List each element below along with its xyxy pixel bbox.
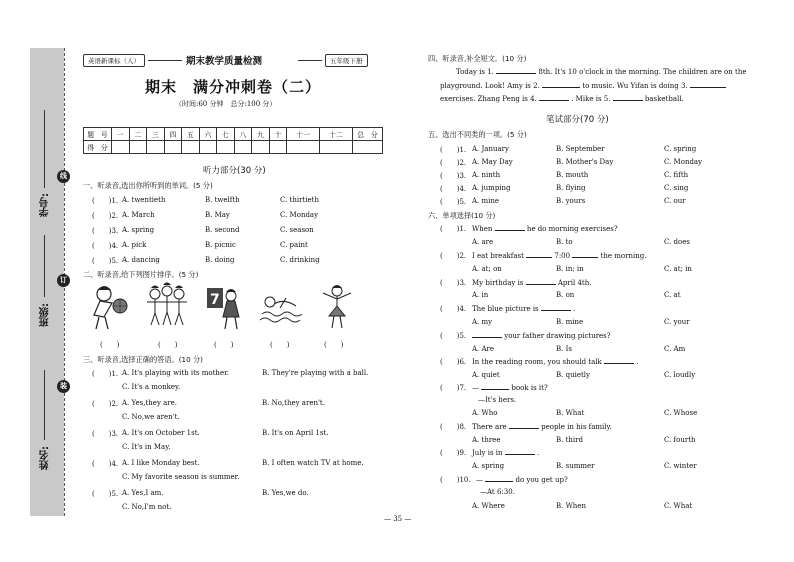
option-b: B. Is bbox=[556, 345, 572, 353]
option-b: B. mine bbox=[556, 318, 584, 326]
option-a: A. spring bbox=[472, 462, 505, 470]
option-a: A. Are bbox=[472, 345, 495, 353]
stem-text: — bbox=[476, 476, 483, 484]
option-b: B. second bbox=[205, 226, 240, 234]
question-number[interactable]: ( )9. bbox=[440, 449, 467, 457]
score-input-cell[interactable] bbox=[129, 141, 147, 154]
option-b: B. What bbox=[556, 409, 585, 417]
binding-hole: 订 bbox=[57, 274, 70, 287]
question-number[interactable]: ( )4. bbox=[440, 185, 467, 193]
option-c: C. drinking bbox=[280, 256, 320, 264]
cloze-text: basketball. bbox=[644, 95, 684, 103]
score-input-cell[interactable] bbox=[252, 141, 270, 154]
stem-text: . bbox=[573, 305, 576, 313]
score-input-cell[interactable] bbox=[287, 141, 320, 154]
question-number[interactable]: ( )3. bbox=[440, 172, 467, 180]
table-cell: 八 bbox=[234, 128, 252, 141]
cloze-text: exercises. Zhang Peng is 4. bbox=[440, 95, 537, 103]
children-exercising-picture bbox=[145, 282, 189, 332]
question-number[interactable]: ( )2. bbox=[92, 212, 119, 220]
option-a: A. Where bbox=[472, 502, 505, 510]
stem-text: your father drawing pictures? bbox=[504, 332, 611, 340]
stem-text: There are bbox=[472, 423, 507, 431]
question-number[interactable]: ( )2. bbox=[92, 400, 119, 408]
option-b: B. mouth bbox=[556, 171, 589, 179]
question-stem bbox=[472, 304, 575, 313]
question-number[interactable]: ( )5. bbox=[440, 198, 467, 206]
section-2-title: 二、听录音,给下列图片排序。(5 分) bbox=[83, 270, 199, 279]
subject-tag: 英语新课标（人） bbox=[83, 54, 145, 67]
question-number[interactable]: ( )3. bbox=[92, 430, 119, 438]
table-cell: 十二 bbox=[320, 128, 353, 141]
question-stem bbox=[476, 475, 568, 484]
written-part-title: 笔试部分(70 分) bbox=[546, 115, 609, 125]
picture-order-bracket[interactable]: ( ) bbox=[324, 341, 344, 349]
table-cell: 十 bbox=[269, 128, 287, 141]
grade-tag: 五年级下册 bbox=[325, 54, 368, 67]
section-4-title: 四、听录音,补全短文。(10 分) bbox=[428, 54, 527, 63]
cloze-text: 8th. It's 10 o'clock in the morning. The children are on the bbox=[538, 68, 747, 76]
option-a: A. May Day bbox=[472, 158, 513, 166]
question-reply: —It's hers. bbox=[478, 396, 517, 404]
question-number[interactable]: ( )4. bbox=[92, 460, 119, 468]
stem-text: the morning. bbox=[600, 252, 647, 260]
option-c: C. your bbox=[664, 318, 690, 326]
option-a: A. Yes,they are. bbox=[122, 399, 178, 407]
stem-text: In the reading room, you should talk bbox=[472, 358, 602, 366]
question-number[interactable]: ( )1. bbox=[92, 197, 119, 205]
stem-text: . bbox=[636, 358, 639, 366]
stem-text: book is it? bbox=[511, 384, 548, 392]
option-c: C. paint bbox=[280, 241, 308, 249]
option-a: A. are bbox=[472, 238, 494, 246]
option-c: C. fourth bbox=[664, 436, 696, 444]
stem-text: The blue picture is bbox=[472, 305, 539, 313]
date-card-picture bbox=[203, 282, 247, 332]
picture-order-bracket[interactable]: ( ) bbox=[158, 341, 178, 349]
option-c: C. at bbox=[664, 291, 681, 299]
option-a: A. my bbox=[472, 318, 493, 326]
cloze-text: . Mike is 5. bbox=[571, 95, 611, 103]
stem-text: people in his family. bbox=[541, 423, 612, 431]
score-input-cell[interactable] bbox=[199, 141, 217, 154]
blank-1[interactable] bbox=[496, 67, 536, 74]
page-title: 期末 满分冲刺卷（二） bbox=[145, 78, 322, 96]
answer-blank[interactable] bbox=[604, 357, 634, 364]
option-b: B. twelfth bbox=[205, 196, 240, 204]
option-a: A. Yes,I am. bbox=[122, 489, 164, 497]
option-c: C. No,we aren't. bbox=[122, 413, 180, 421]
table-cell: 一 bbox=[112, 128, 130, 141]
question-stem bbox=[472, 448, 539, 457]
blank-2[interactable] bbox=[542, 81, 580, 88]
question-number[interactable]: ( )7. bbox=[440, 384, 467, 392]
question-stem bbox=[472, 278, 591, 287]
option-c: C. season bbox=[280, 226, 314, 234]
question-stem bbox=[472, 422, 612, 431]
answer-blank[interactable] bbox=[526, 278, 556, 285]
option-b: B. September bbox=[556, 145, 605, 153]
answer-blank[interactable] bbox=[472, 331, 502, 338]
question-stem bbox=[472, 383, 548, 392]
cloze-line-3 bbox=[440, 94, 684, 103]
question-number[interactable]: ( )8. bbox=[440, 423, 467, 431]
option-c: C. It's a monkey. bbox=[122, 383, 181, 391]
score-input-cell[interactable] bbox=[182, 141, 200, 154]
score-input-cell[interactable] bbox=[147, 141, 165, 154]
option-a: A. It's playing with its mother. bbox=[122, 369, 229, 377]
header-rule bbox=[298, 60, 322, 61]
stem-text: 7:00 bbox=[554, 252, 571, 260]
option-c: C. Whose bbox=[664, 409, 698, 417]
question-number[interactable]: ( )5. bbox=[92, 257, 119, 265]
option-c: C. fifth bbox=[664, 171, 689, 179]
answer-blank[interactable] bbox=[509, 422, 539, 429]
option-a: A. January bbox=[472, 145, 509, 153]
option-b: B. third bbox=[556, 436, 583, 444]
option-b: B. to bbox=[556, 238, 573, 246]
question-stem bbox=[472, 224, 618, 233]
stem-text: . bbox=[537, 449, 540, 457]
table-cell: 十一 bbox=[287, 128, 320, 141]
option-b: B. doing bbox=[205, 256, 235, 264]
option-b: B. It's on April 1st. bbox=[262, 429, 329, 437]
question-number[interactable]: ( )10. bbox=[440, 476, 471, 484]
question-number[interactable]: ( )1. bbox=[92, 370, 119, 378]
option-a: A. twentieth bbox=[122, 196, 166, 204]
cloze-text: to music. Wu Yifan is doing 3. bbox=[582, 82, 688, 90]
option-c: C. What bbox=[664, 502, 693, 510]
option-a: A. at; on bbox=[472, 265, 502, 273]
stem-text: I eat breakfast bbox=[472, 252, 524, 260]
question-number[interactable]: ( )2. bbox=[440, 159, 467, 167]
name-label: 姓名: bbox=[40, 446, 51, 470]
svg-text:7: 7 bbox=[210, 292, 220, 308]
picture-order-bracket[interactable]: ( ) bbox=[270, 341, 290, 349]
option-c: C. winter bbox=[664, 462, 697, 470]
answer-blank[interactable] bbox=[481, 383, 509, 390]
option-a: A. in bbox=[472, 291, 489, 299]
option-c: C. our bbox=[664, 197, 686, 205]
score-header-row bbox=[84, 128, 383, 141]
option-a: A. I like Monday best. bbox=[122, 459, 200, 467]
section-3-title: 三、听录音,选择正确的答语。(10 分) bbox=[83, 355, 203, 364]
question-number[interactable]: ( )1. bbox=[440, 225, 467, 233]
option-b: B. Mother's Day bbox=[556, 158, 614, 166]
question-number[interactable]: ( )3. bbox=[92, 227, 119, 235]
option-b: B. picnic bbox=[205, 241, 236, 249]
option-b: B. on bbox=[556, 291, 575, 299]
score-value-row bbox=[84, 141, 383, 154]
header-title: 期末教学质量检测 bbox=[186, 56, 263, 67]
boy-basketball-picture bbox=[88, 282, 132, 332]
picture-order-bracket[interactable]: ( ) bbox=[100, 341, 120, 349]
blank-3[interactable] bbox=[690, 81, 726, 88]
option-c: C. Monday bbox=[280, 211, 319, 219]
number-label: 学号: bbox=[40, 193, 51, 217]
table-cell: 四 bbox=[164, 128, 182, 141]
score-input-cell[interactable] bbox=[353, 141, 383, 154]
table-cell: 总 分 bbox=[353, 128, 383, 141]
listening-part-title: 听力部分(30 分) bbox=[203, 166, 266, 176]
option-b: B. No,they aren't. bbox=[262, 399, 325, 407]
class-label: 班级: bbox=[40, 303, 51, 327]
stem-text: April 4th. bbox=[557, 279, 592, 287]
table-cell: 五 bbox=[182, 128, 200, 141]
score-table bbox=[83, 127, 383, 154]
page-number: — 35 — bbox=[384, 515, 412, 523]
header-rule bbox=[148, 60, 182, 61]
option-c: C. My favorite season is summer. bbox=[122, 473, 240, 481]
question-number[interactable]: ( )3. bbox=[440, 279, 467, 287]
binding-hole: 装 bbox=[57, 380, 70, 393]
stem-text: My birthday is bbox=[472, 279, 524, 287]
score-input-cell[interactable] bbox=[112, 141, 130, 154]
table-cell: 得 分 bbox=[84, 141, 112, 154]
option-b: B. yours bbox=[556, 197, 586, 205]
stem-text: do you get up? bbox=[515, 476, 568, 484]
score-input-cell[interactable] bbox=[234, 141, 252, 154]
table-cell: 九 bbox=[252, 128, 270, 141]
question-number[interactable]: ( )2. bbox=[440, 252, 467, 260]
blank-4[interactable] bbox=[539, 94, 569, 101]
blank-5[interactable] bbox=[613, 94, 643, 101]
answer-blank[interactable] bbox=[572, 251, 598, 258]
table-cell: 二 bbox=[129, 128, 147, 141]
option-c: C. at; in bbox=[664, 265, 692, 273]
question-stem bbox=[472, 251, 646, 260]
option-a: A. ninth bbox=[472, 171, 501, 179]
option-b: B. Yes,we do. bbox=[262, 489, 309, 497]
option-a: A. March bbox=[122, 211, 155, 219]
exam-info: （时间:60 分钟 总分:100 分） bbox=[175, 100, 277, 108]
stem-text: When bbox=[472, 225, 493, 233]
option-b: B. flying bbox=[556, 184, 586, 192]
option-c: C. No,I'm not. bbox=[122, 503, 172, 511]
answer-blank[interactable] bbox=[495, 224, 525, 231]
score-input-cell[interactable] bbox=[217, 141, 235, 154]
cloze-text: Today is 1. bbox=[456, 68, 494, 76]
number-write-line bbox=[44, 110, 45, 188]
stem-text: — bbox=[472, 384, 479, 392]
option-b: B. in; in bbox=[556, 265, 584, 273]
answer-blank[interactable] bbox=[485, 475, 513, 482]
option-a: A. three bbox=[472, 436, 501, 444]
section-5-title: 五、选出不同类的一项。(5 分) bbox=[428, 130, 527, 139]
option-c: C. Am bbox=[664, 345, 686, 353]
table-cell: 题 号 bbox=[84, 128, 112, 141]
cloze-text: playground. Look! Amy is 2. bbox=[440, 82, 540, 90]
option-a: A. mine bbox=[472, 197, 500, 205]
name-write-line bbox=[44, 370, 45, 440]
girl-dancing-picture bbox=[315, 282, 359, 332]
option-c: C. loudly bbox=[664, 371, 696, 379]
option-a: A. dancing bbox=[122, 256, 160, 264]
question-number[interactable]: ( )4. bbox=[440, 305, 467, 313]
option-a: A. pick bbox=[122, 241, 147, 249]
option-b: B. quietly bbox=[556, 371, 590, 379]
stem-text: he do morning exercises? bbox=[526, 225, 618, 233]
score-input-cell[interactable] bbox=[164, 141, 182, 154]
option-c: C. sing bbox=[664, 184, 689, 192]
answer-blank[interactable] bbox=[505, 448, 535, 455]
score-input-cell[interactable] bbox=[320, 141, 353, 154]
option-a: A. jumping bbox=[472, 184, 511, 192]
option-c: C. It's in May. bbox=[122, 443, 171, 451]
section-6-title: 六、单项选择(10 分) bbox=[428, 211, 496, 220]
question-number[interactable]: ( )5. bbox=[440, 332, 467, 340]
answer-blank[interactable] bbox=[526, 251, 552, 258]
option-c: C. thirtieth bbox=[280, 196, 319, 204]
stem-text: July is in bbox=[472, 449, 503, 457]
cloze-line-1 bbox=[456, 67, 746, 76]
question-stem bbox=[472, 357, 639, 366]
option-c: C. does bbox=[664, 238, 690, 246]
answer-blank[interactable] bbox=[541, 304, 571, 311]
table-cell: 三 bbox=[147, 128, 165, 141]
option-c: C. spring bbox=[664, 145, 697, 153]
question-number[interactable]: ( )6. bbox=[440, 358, 467, 366]
question-number[interactable]: ( )5. bbox=[92, 490, 119, 498]
option-b: B. summer bbox=[556, 462, 595, 470]
picture-order-bracket[interactable]: ( ) bbox=[214, 341, 234, 349]
question-number[interactable]: ( )1. bbox=[440, 146, 467, 154]
question-number[interactable]: ( )4. bbox=[92, 242, 119, 250]
option-b: B. I often watch TV at home. bbox=[262, 459, 364, 467]
score-input-cell[interactable] bbox=[269, 141, 287, 154]
cloze-line-2 bbox=[440, 81, 726, 90]
option-b: B. When bbox=[556, 502, 586, 510]
option-a: A. spring bbox=[122, 226, 155, 234]
option-b: B. They're playing with a ball. bbox=[262, 369, 369, 377]
section-1-title: 一、听录音,选出你所听到的单词。(5 分) bbox=[83, 181, 213, 190]
option-c: C. Monday bbox=[664, 158, 703, 166]
table-cell: 七 bbox=[217, 128, 235, 141]
table-cell: 六 bbox=[199, 128, 217, 141]
question-stem bbox=[472, 331, 611, 340]
option-a: A. quiet bbox=[472, 371, 500, 379]
class-write-line bbox=[44, 235, 45, 297]
question-reply: —At 6:30. bbox=[480, 488, 515, 496]
option-a: A. It's on October 1st. bbox=[122, 429, 200, 437]
binding-hole: 线 bbox=[57, 170, 70, 183]
option-b: B. May bbox=[205, 211, 230, 219]
option-a: A. Who bbox=[472, 409, 498, 417]
swimming-picture bbox=[258, 282, 302, 332]
